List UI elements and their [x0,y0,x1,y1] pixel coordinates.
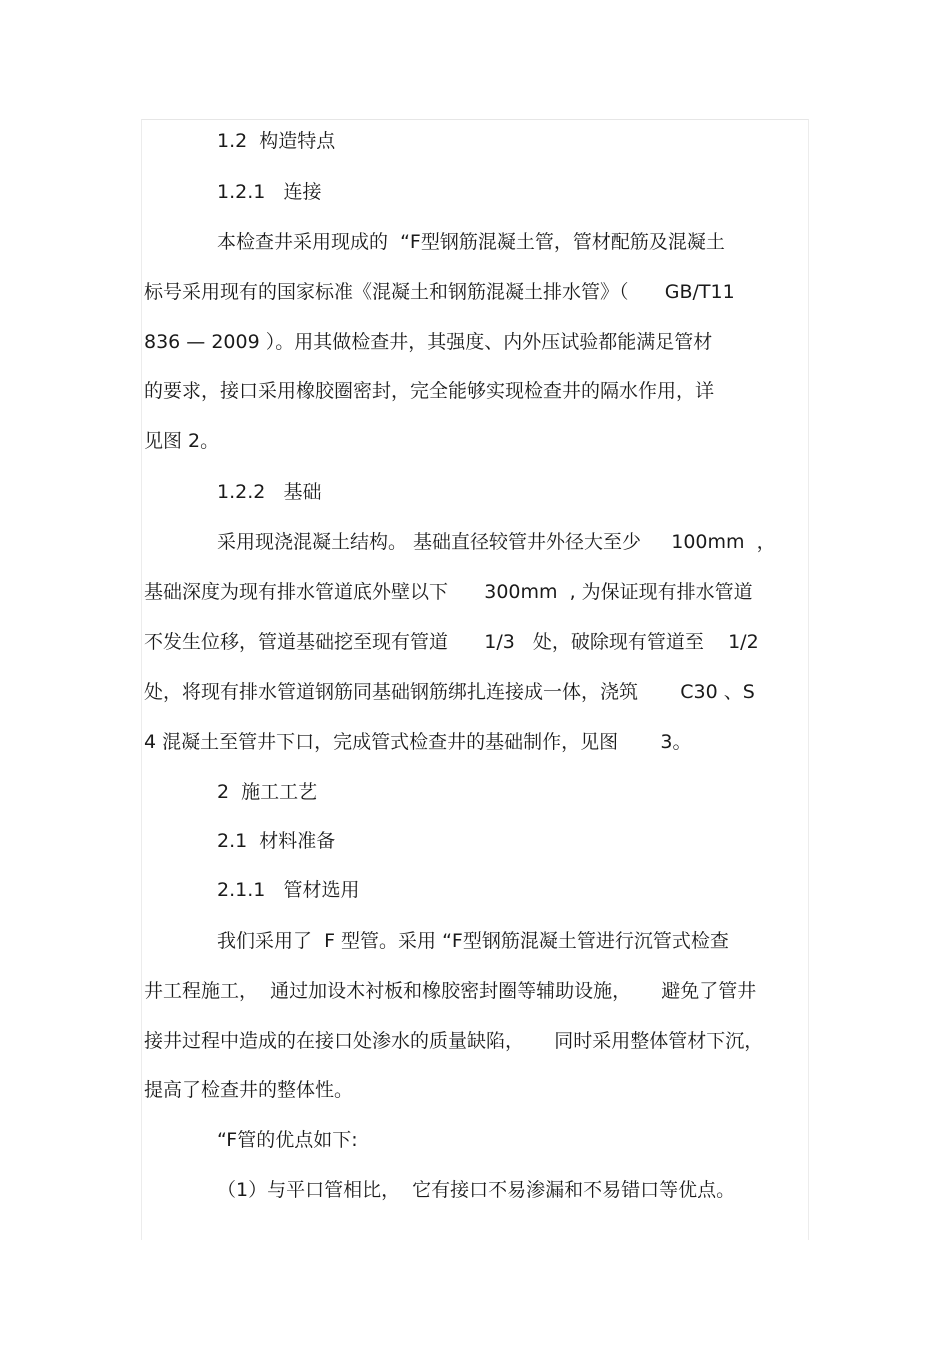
list-item: （1）与平口管相比， 它有接口不易渗漏和不易错口等优点。 [217,1179,736,1201]
paragraph-line: 井工程施工， 通过加设木衬板和橡胶密封圈等辅助设施， 避免了管井 [144,980,757,1002]
paragraph-line: 标号采用现有的国家标准《混凝土和钢筋混凝土排水管》（ GB/T11 [144,281,735,303]
paragraph-line: 本检查井采用现成的 “F型钢筋混凝土管，管材配筋及混凝土 [217,231,725,253]
paragraph-line: 836 — 2009 ）。用其做检查井，其强度、内外压试验都能满足管材 [144,331,713,353]
paragraph-line: 基础深度为现有排水管道底外壁以下 300mm , 为保证现有排水管道 [144,581,753,603]
paragraph-line: 采用现浇混凝土结构。 基础直径较管井外径大至少 100mm ， [217,531,776,553]
paragraph-line: “F管的优点如下: [217,1129,358,1151]
paragraph-line: 我们采用了 F 型管。采用 “F型钢筋混凝土管进行沉管式检查 [217,930,729,952]
paragraph-line: 不发生位移，管道基础挖至现有管道 1/3 处，破除现有管道至 1/2 [144,631,759,653]
paragraph-line: 接井过程中造成的在接口处渗水的质量缺陷， 同时采用整体管材下沉， [144,1030,764,1052]
paragraph-line: 见图 2。 [144,430,220,452]
heading-2-1-1: 2.1.1 管材选用 [217,879,360,901]
heading-2-1: 2.1 材料准备 [217,830,336,852]
heading-1-2-2: 1.2.2 基础 [217,481,322,503]
paragraph-line: 处，将现有排水管道钢筋同基础钢筋绑扎连接成一体，浇筑 C30 、S [144,681,755,703]
heading-2: 2 施工工艺 [217,781,318,803]
heading-1-2-1: 1.2.1 连接 [217,181,322,203]
paragraph-line: 提高了检查井的整体性。 [144,1079,354,1101]
paragraph-line: 的要求，接口采用橡胶圈密封，完全能够实现检查井的隔水作用，详 [144,380,715,402]
heading-1-2: 1.2 构造特点 [217,130,336,152]
paragraph-line: 4 混凝土至管井下口，完成管式检查井的基础制作，见图 3。 [144,731,692,753]
